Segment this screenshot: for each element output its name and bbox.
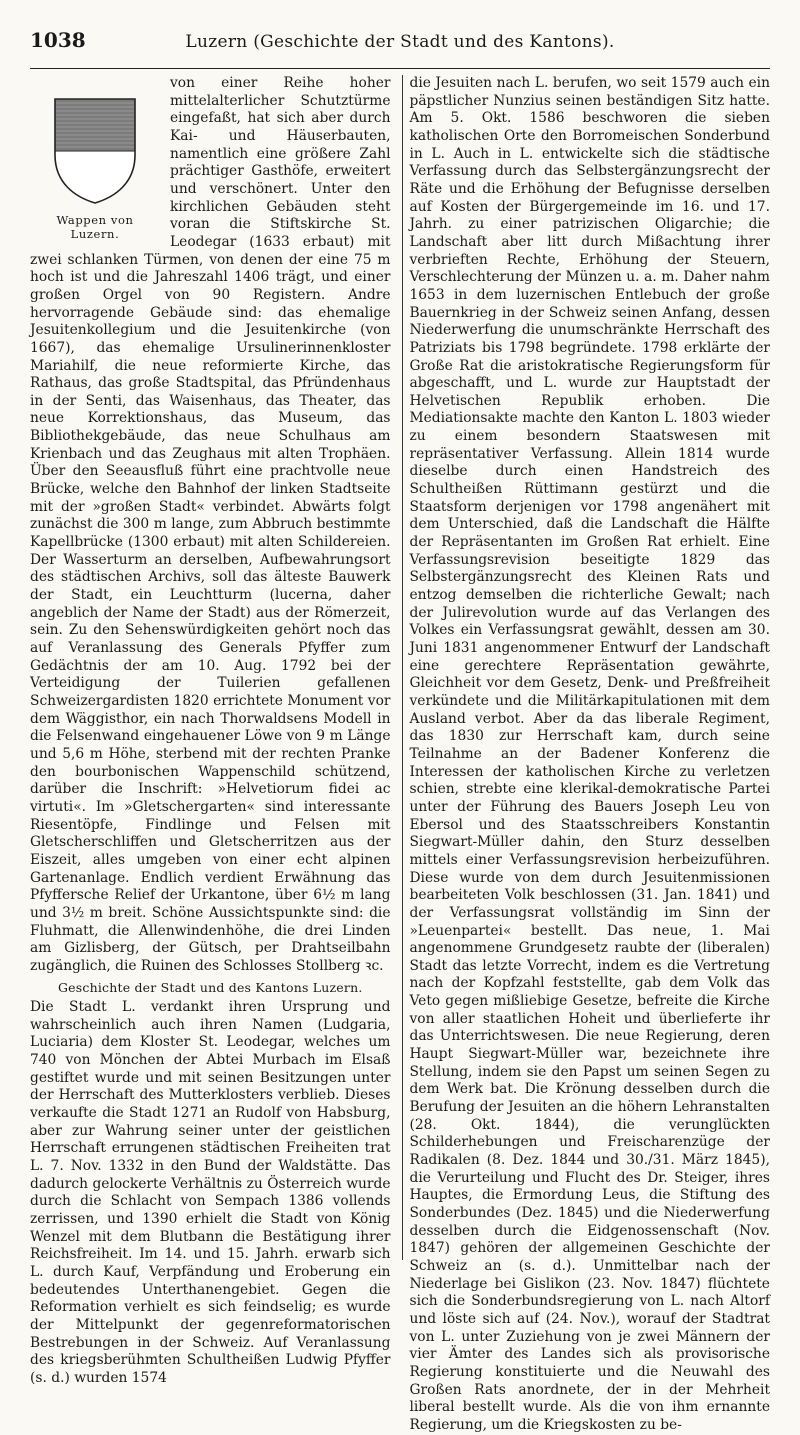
coat-of-arms-caption-line2: Luzern.	[70, 227, 120, 241]
coat-of-arms-caption-line1: Wappen von	[56, 213, 134, 227]
text-columns	[30, 75, 770, 1433]
column-divider	[402, 75, 403, 1260]
left-paragraph-history: Die Stadt L. verdankt ihren Ursprung und wahrscheinlich auch ihren Namen (Ludgaria, Luciaria) dem Kloster St. Leodegar, welches um 740 von Mönchen der Abtei Murbach im Elsaß gestiftet wurde und mit seinen Besitzungen unter der Herrschaft des Mutterklosters verblieb. Dieses verkaufte die Stadt 1271 an Rudolf von Habsburg, aber zur Wahrung seiner unter der geistlichen Herrschaft errungenen städtischen Freiheiten trat L. 7. Nov. 1332 in den Bund der Waldstätte. Das dadurch gelockerte Verhältnis zu Österreich wurde durch die Schlacht von Sempach 1386 vollends zerrissen, und 1390 erhielt die Stadt von König Wenzel mit dem Blutbann die Bestätigung ihrer Reichsfreiheit. Im 14. und 15. Jahrh. erwarb sich L. durch Kauf, Verpfändung und Eroberung ein bedeutendes Unterthanengebiet. Gegen die Reformation verhielt es sich feindselig; es wurde der Mittelpunkt der gegenreformatorischen Bestrebungen in der Schweiz. Auf Veranlassung des kriegsberühmten Schultheißen Ludwig Pfyffer (s. d.) wurden 1574	[30, 999, 391, 1386]
right-column	[409, 75, 770, 1433]
right-paragraph-history: die Jesuiten nach L. berufen, wo seit 1579 auch ein päpstlicher Nunzius seinen beständigen Sitz hatte. Am 5. Okt. 1586 beschworen die sieben katholischen Orte den Borromeischen Sonderbund in L. Auch in L. entwickelte sich die städtische Verfassung durch das Selbstergänzungsrecht der Räte und die Erhöhung der Befugnisse derselben auf Kosten der Bürgergemeinde im 16. und 17. Jahrh. zu einer patrizischen Oligarchie; die Landschaft aber litt durch Mißachtung ihrer verbrieften Rechte, Erhöhung der Steuern, Verschlechterung der Münzen u. a. m. Daher nahm 1653 in dem luzernischen Entlebuch der große Bauernkrieg in der Schweiz seinen Anfang, dessen Niederwerfung die unumschränkte Herrschaft des Patriziats bis 1798 begründete. 1798 erklärte der Große Rat die aristokratische Regierungsform für abgeschafft, und L. wurde zur Hauptstadt der Helvetischen Republik erhoben. Die Mediationsakte machte den Kanton L. 1803 wieder zu einem besondern Staatswesen mit repräsentativer Verfassung. Allein 1814 wurde dieselbe durch einen Handstreich des Schultheißen Rüttimann gestürzt und die Staatsform derjenigen vor 1798 angenähert mit dem Unterschied, daß die Landschaft die Hälfte der Repräsentanten im Großen Rat erhielt. Eine Verfassungsrevision beseitigte 1829 das Selbstergänzungsrecht des Kleinen Rats und entzog demselben die richterliche Gewalt; nach der Julirevolution wurde auf das Verlangen des Volkes ein Verfassungsrat gewählt, dessen am 30. Juni 1831 angenommener Entwurf der Landschaft eine gerechtere Repräsentation gewährte, Gleichheit vor dem Gesetz, Denk- und Preßfreiheit verkündete und die Militärkapitulationen mit dem Ausland verbot. Aber da das liberale Regiment, das 1830 zur Herrschaft kam, durch seine Teilnahme an der Badener Konferenz die Interessen der katholischen Kirche zu verletzen schien, strebte eine klerikal-demokratische Partei unter der Führung des Bauers Joseph Leu von Ebersol und des Staatsschreibers Konstantin Siegwart-Müller dahin, den Sturz desselben mittels einer Verfassungsrevision herbeizuführen. Diese wurde von dem durch Jesuitenmissionen bearbeiteten Volk beschlossen (31. Jan. 1841) und der Verfassungsrat vollständig im Sinn der »Leuenpartei« bestellt. Das neue, 1. Mai angenommene Grundgesetz raubte der (liberalen) Stadt das letzte Vorrecht, indem es die Vertretung nach der Kopfzahl feststellte, gab dem Volk das Veto gegen mißliebige Gesetze, befreite die Kirche von aller staatlichen Hoheit und überlieferte ihr das Unterrichtswesen. Die neue Regierung, deren Haupt Siegwart-Müller war, bezeichnete ihre Stellung, indem sie den Papst um seinen Segen zu dem Werk bat. Die Krönung desselben durch die Berufung der Jesuiten an die höhern Lehranstalten (28. Okt. 1844), die verunglückten Schilderhebungen und Freischarenzüge der Radikalen (8. Dez. 1844 und 30./31. März 1845), die Verurteilung und Flucht des Dr. Steiger, ihres Hauptes, die Ermordung Leus, die Stiftung des Sonderbundes (Dez. 1845) und die Niederwerfung desselben durch die Eidgenossenschaft (Nov. 1847) gehören der allgemeinen Geschichte der Schweiz an (s. d.). Unmittelbar nach der Niederlage bei Gislikon (23. Nov. 1847) flüchtete sich die Sonderbundsregierung von L. nach Altorf und löste sich auf (24. Nov.), worauf der Stadtrat von L. unter Zuziehung von je zwei Männern der vier Ämter des Landes sich als provisorische Regierung konstituierte und die Neuwahl des Großen Rats anordnete, der in der Mehrheit liberal bestellt wurde. Als die von ihm ernannte Regierung, um die Kriegskosten zu be-	[409, 75, 770, 1433]
coat-of-arms-figure	[30, 79, 160, 241]
running-title: Luzern (Geschichte der Stadt und des Kantons).	[185, 32, 615, 52]
page-number: 1038	[30, 28, 86, 52]
page-header	[30, 28, 770, 69]
coat-of-arms-shield-icon	[53, 97, 137, 205]
left-column	[30, 75, 391, 1386]
left-paragraph-description: von einer Reihe hoher mittelalterlicher Schutztürme eingefaßt, hat sich aber durch Kai- und Häuserbauten, namentlich eine größere Zahl prächtiger Gasthöfe, erweitert und verschönert. Unter den kirchlichen Gebäuden steht voran die Stiftskirche St. Leodegar (1633 erbaut) mit zwei schlanken Türmen, von denen der eine 75 m hoch ist und die Jahreszahl 1406 trägt, und einer großen Orgel von 90 Registern. Andre hervorragende Gebäude sind: das ehemalige Jesuitenkollegium und die Jesuitenkirche (von 1667), das ehemalige Ursulinerinnenkloster Mariahilf, die neue reformierte Kirche, das Rathaus, das große Stadtspital, das Pfründenhaus in der Senti, das Waisenhaus, das Theater, das neue Korrektionshaus, das Museum, das Bibliothekgebäude, das neue Schulhaus am Krienbach und das Zeughaus mit alten Trophäen. Über den Seeausfluß führt eine prachtvolle neue Brücke, welche den Bahnhof der linken Stadtseite mit der »großen Stadt« verbindet. Abwärts folgt zunächst die 300 m lange, zum Abbruch bestimmte Kapellbrücke (1300 erbaut) mit alten Schildereien. Der Wasserturm an derselben, Aufbewahrungsort des städtischen Archivs, soll das älteste Bauwerk der Stadt, ein Leuchtturm (lucerna, daher angeblich der Name der Stadt) aus der Römerzeit, sein. Zu den Sehenswürdigkeiten gehört noch das auf Veranlassung des Generals Pfyffer zum Gedächtnis der am 10. Aug. 1792 bei der Verteidigung der Tuilerien gefallenen Schweizergardisten 1820 errichtete Monument vor dem Wäggisthor, ein nach Thorwaldsens Modell in die Felsenwand eingehauener Löwe von 9 m Länge und 5,6 m Höhe, sterbend mit der rechten Pranke den bourbonischen Wappenschild schützend, darüber die Inschrift: »Helvetiorum fidei ac virtuti«. Im »Gletschergarten« sind interessante Riesentöpfe, Findlinge und Felsen mit Gletscherschliffen und Gletscherritzen aus der Eiszeit, alles umgeben von einer echt alpinen Gartenanlage. Endlich verdient Erwähnung das Pfyffersche Relief der Urkantone, über 6½ m lang und 3½ m breit. Schöne Aussichtspunkte sind: die Fluhmatt, die Allenwindenhöhe, die drei Linden am Gizlisberg, der Gütsch, per Drahtseilbahn zugänglich, die Ruinen des Schlosses Stollberg ꝛc.	[30, 75, 391, 974]
section-heading: Geschichte der Stadt und des Kantons Luzern.	[57, 980, 363, 996]
